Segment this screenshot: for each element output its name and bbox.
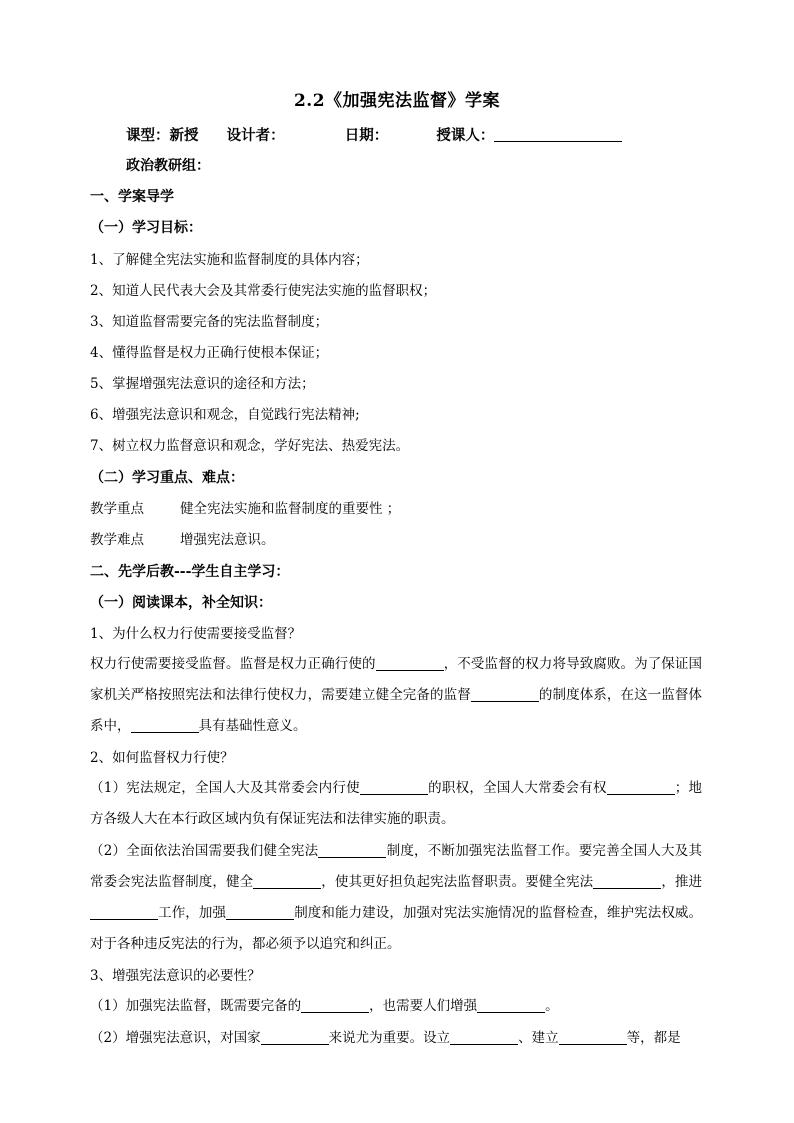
page-title: 2.2《加强宪法监督》学案 [293, 91, 501, 111]
meta-row [126, 124, 622, 145]
lecturer-label: 授课人： [436, 127, 495, 144]
fill-blank[interactable] [226, 905, 294, 920]
course-type: 课型：新授 [126, 127, 199, 144]
fill-blank[interactable] [376, 656, 444, 671]
goal-item: 6、增强宪法意识和观念，自觉践行宪法精神; [90, 407, 360, 423]
lecturer-blank [494, 127, 622, 142]
key-text: 健全宪法实施和监督制度的重要性 ； [180, 501, 401, 517]
date-label: 日期： [344, 127, 389, 144]
goal-item: 3、知道监督需要完备的宪法监督制度； [90, 314, 329, 330]
question-2: 2、如何监督权力行使？ [90, 750, 234, 766]
fill-blank[interactable] [450, 1030, 518, 1045]
goal-item: 4、懂得监督是权力正确行使根本保证； [90, 345, 329, 361]
section1-heading: 一、学案导学 [90, 189, 174, 205]
goal-item: 1、了解健全宪法实施和监督制度的具体内容； [90, 252, 369, 268]
fill-blank[interactable] [301, 998, 369, 1013]
fill-blank[interactable] [593, 874, 661, 889]
goal-item: 2、知道人民代表大会及其常委行使宪法实施的监督职权； [90, 283, 437, 299]
fill-blank[interactable] [131, 718, 199, 733]
read-heading: （一）阅读课本，补全知识： [90, 595, 272, 611]
fill-blank[interactable] [90, 905, 158, 920]
question-3: 3、增强宪法意识的必要性？ [90, 968, 261, 984]
fill-blank[interactable] [253, 874, 321, 889]
q3-paragraph-2: （2）增强宪法意识，对国家 来说尤为重要。设立 、建立 等，都是 [90, 1030, 681, 1046]
fill-blank[interactable] [607, 780, 675, 795]
question-1: 1、为什么权力行使需要接受监督？ [90, 626, 302, 642]
q2-paragraph-1: （1）宪法规定，全国人大及其常委会内行使 的职权，全国人大常委会有权 ；地方各级人大在本行政区域内负有保证宪法和法律实施的职责。 [90, 780, 703, 827]
fill-blank[interactable] [261, 1030, 329, 1045]
section2-heading: 二、先学后教---学生自主学习： [90, 564, 290, 580]
designer-label: 设计者： [226, 127, 285, 144]
group-label: 政治教研组： [126, 158, 210, 174]
goals-heading: （一）学习目标： [90, 220, 202, 236]
key-heading: （二）学习重点、难点： [90, 470, 244, 486]
fill-blank[interactable] [360, 780, 428, 795]
key-label: 教学重点 [90, 501, 144, 517]
fill-blank[interactable] [559, 1030, 627, 1045]
difficult-text: 增强宪法意识。 [180, 532, 275, 548]
goal-item: 5、掌握增强宪法意识的途径和方法； [90, 376, 315, 392]
difficult-label: 教学难点 [90, 532, 144, 548]
fill-blank[interactable] [471, 687, 539, 702]
q2-paragraph-2: （2）全面依法治国需要我们健全宪法 制度，不断加强宪法监督工作。要完善全国人大及其常委会宪法监督制度，健全 ，使其更好担负起宪法监督职责。要健全宪法 ，推进工作，加强 制度和能力建设，加强对宪法实施情况的监督检查，维护宪法权威。对于各种违反宪法的行为，都必须予以追究和纠正。 [90, 843, 703, 952]
fill-blank[interactable] [318, 843, 386, 858]
q1-paragraph: 权力行使需要接受监督。监督是权力正确行使的 ，不受监督的权力将导致腐败。为了保证国家机关严格按照宪法和法律行使权力，需要建立健全完备的监督 的制度体系，在这一监督体系中， 具有基础性意义。 [90, 656, 703, 734]
goal-item: 7、树立权力监督意识和观念，学好宪法、热爱宪法。 [90, 438, 410, 454]
key-row [90, 500, 400, 518]
q3-paragraph-1: （1）加强宪法监督，既需要完备的 ，也需要人们增强 。 [90, 998, 559, 1014]
fill-blank[interactable] [477, 998, 545, 1013]
difficult-row [90, 531, 275, 549]
